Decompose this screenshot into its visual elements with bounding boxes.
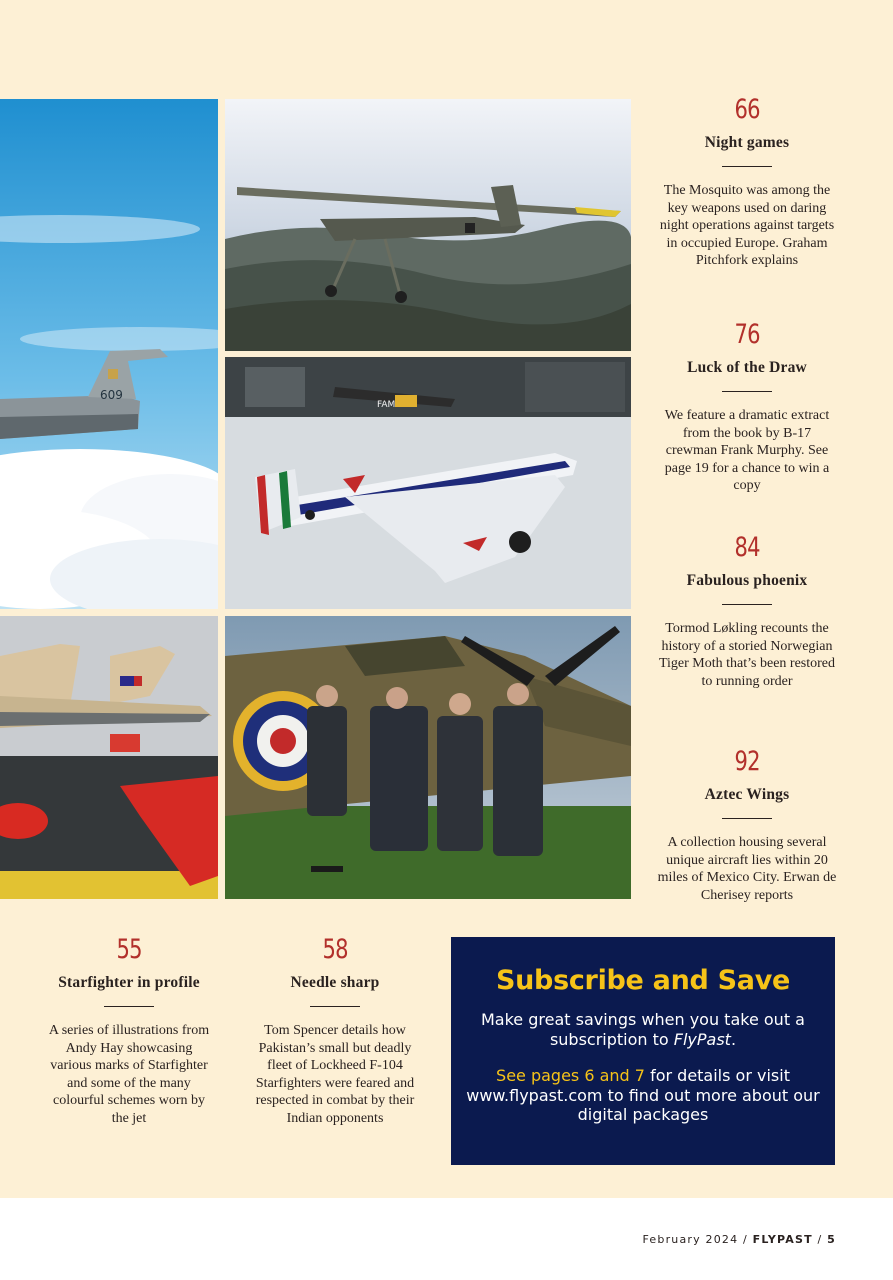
- offer-line-end: .: [730, 1029, 737, 1049]
- page-number: 76: [734, 319, 760, 350]
- article-entry[interactable]: [656, 96, 838, 270]
- article-description: We feature a dramatic extract from the book by B-17 crewman Frank Murphy. See page 19 for a chance to win a copy: [664, 408, 830, 494]
- subscribe-details-line: for details or visit www.flypast.com to find out more about our digital packages: [466, 1066, 820, 1124]
- title-divider: [722, 166, 772, 167]
- page-footer: [643, 1233, 837, 1246]
- subscribe-offer-line: Make great savings when you take out a subscription to: [481, 1010, 805, 1049]
- subscribe-details-text: [451, 1066, 835, 1125]
- footer-separator: /: [812, 1233, 828, 1246]
- tail-serial: 609: [100, 388, 123, 402]
- title-divider: [722, 391, 772, 392]
- page-number: 84: [734, 532, 760, 563]
- article-description: A collection housing several unique aircraft lies within 20 miles of Mexico City. Erwan de Cherisey reports: [657, 835, 837, 903]
- title-divider: [310, 1006, 360, 1007]
- footer-separator: /: [738, 1233, 753, 1246]
- article-title[interactable]: Aztec Wings: [704, 786, 790, 803]
- storch-flight-photo: [225, 99, 631, 351]
- article-title[interactable]: Night games: [704, 134, 790, 151]
- title-divider: [104, 1006, 154, 1007]
- article-description: The Mosquito was among the key weapons used on daring night operations against targets in occupied Europe. Graham Pitchfork explains: [659, 183, 835, 269]
- article-description: A series of illustrations from Andy Hay showcasing various marks of Starfighter and some of the many colourful schemes worn by the jet: [48, 1023, 210, 1126]
- article-entry[interactable]: [44, 936, 214, 1128]
- article-title[interactable]: Needle sharp: [290, 974, 380, 991]
- hangar-beech-photo: [225, 357, 631, 609]
- title-divider: [722, 818, 772, 819]
- magazine-title: FLYPAST: [752, 1233, 813, 1246]
- subscribe-title: Subscribe and Save: [495, 965, 791, 996]
- article-description: Tom Spencer details how Pakistan’s small but deadly fleet of Lockheed F-104 Starfighters were feared and respected in combat by their Indian opponents: [255, 1023, 415, 1126]
- subscribe-offer-text: [451, 1010, 835, 1049]
- issue-date: February 2024: [642, 1233, 739, 1246]
- hurricane-crew-photo: [225, 616, 631, 899]
- starfighters-tarmac-photo: [0, 616, 218, 899]
- starfighter-clouds-photo: [0, 99, 218, 609]
- article-title[interactable]: Starfighter in profile: [58, 974, 200, 991]
- article-entry[interactable]: [254, 936, 416, 1128]
- subscribe-panel[interactable]: [451, 937, 835, 1165]
- page-number: 55: [116, 934, 142, 965]
- pages-reference-link[interactable]: See pages 6 and 7: [496, 1066, 645, 1085]
- magazine-name: FlyPast: [673, 1029, 731, 1049]
- title-divider: [722, 604, 772, 605]
- article-entry[interactable]: [656, 748, 838, 904]
- article-title[interactable]: Fabulous phoenix: [686, 572, 808, 589]
- page-number-footer: 5: [827, 1233, 836, 1246]
- page-number: 58: [322, 934, 348, 965]
- hangar-marking: FAM: [377, 400, 396, 410]
- article-description: Tormod Løkling recounts the history of a storied Norwegian Tiger Moth that’s been restored to running order: [658, 621, 835, 689]
- article-entry[interactable]: [656, 534, 838, 690]
- page-number: 92: [734, 746, 760, 777]
- article-title[interactable]: Luck of the Draw: [687, 359, 807, 376]
- article-entry[interactable]: [656, 321, 838, 495]
- page-number: 66: [734, 94, 760, 125]
